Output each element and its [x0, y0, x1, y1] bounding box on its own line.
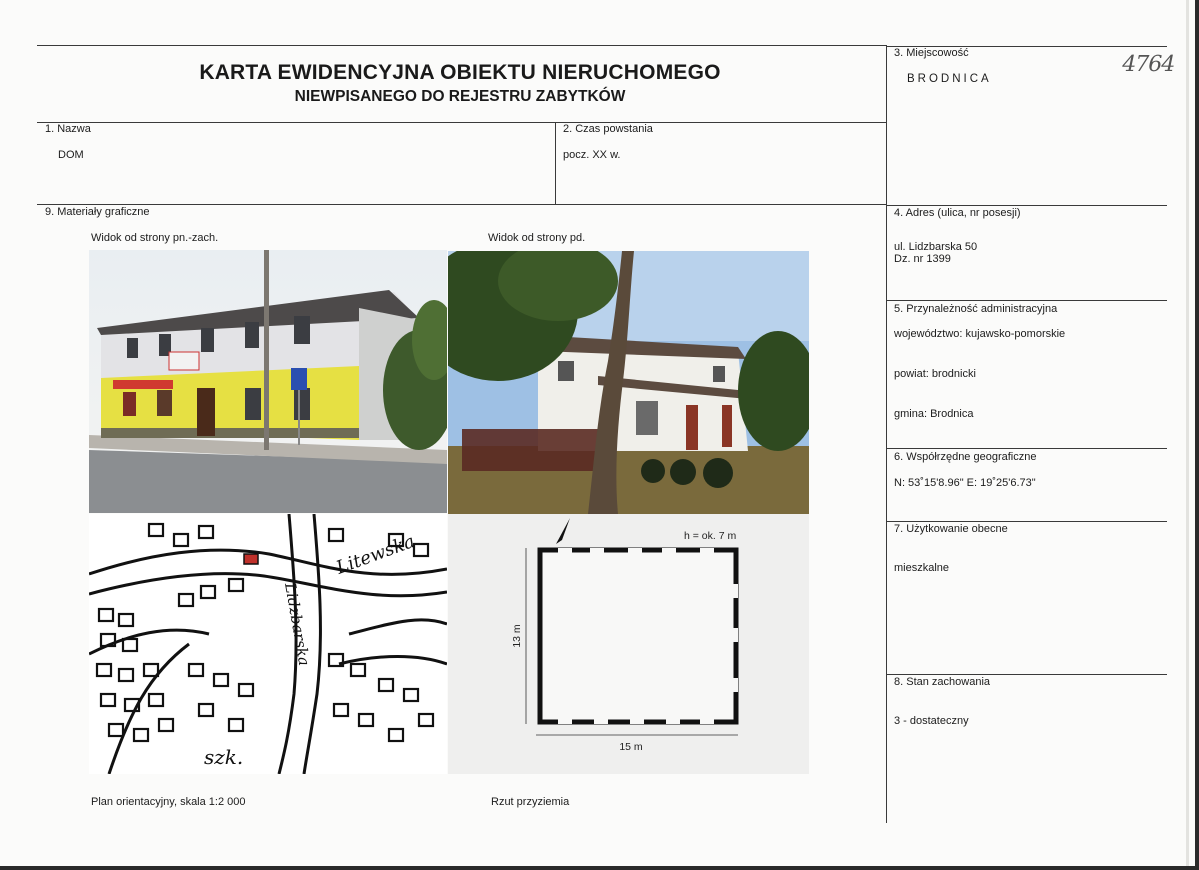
house-photo-2 [448, 251, 809, 514]
rule-above-address [886, 205, 1167, 206]
photo2-caption: Widok od strony pd. [488, 232, 586, 244]
rule-above-graphics [37, 204, 886, 205]
rule-top [37, 45, 886, 46]
period-label: 2. Czas powstania [563, 123, 653, 135]
address-label: 4. Adres (ulica, nr posesji) [894, 207, 1021, 219]
plan-caption: Rzut przyziemia [491, 796, 570, 808]
rule-name-period [555, 122, 556, 204]
address-street: ul. Lidzbarska 50 [894, 241, 978, 253]
inventory-number: 4764 [1119, 52, 1177, 77]
graphics-label: 9. Materiały graficzne [45, 206, 150, 218]
plan-height-note: h = ok. 7 m [684, 530, 737, 542]
admin-county: powiat: brodnicki [894, 368, 976, 380]
name-label: 1. Nazwa [45, 123, 91, 135]
scan-edge [1186, 0, 1189, 866]
use-label: 7. Użytkowanie obecne [894, 523, 1008, 535]
rule-below-title [37, 122, 886, 123]
condition-value: 3 - dostateczny [894, 715, 969, 727]
map-caption: Plan orientacyjny, skala 1:2 000 [91, 796, 246, 808]
rule-above-admin [886, 300, 1167, 301]
map-street-litewska: Litewska [333, 530, 418, 579]
map-school-label: szk. [204, 745, 244, 769]
map-street-lidzbarska: Lidzbarska [281, 581, 314, 668]
photo-northwest-view [89, 250, 447, 513]
orientation-map [89, 514, 447, 774]
plan-drawing [448, 514, 809, 774]
document-subtitle: NIEWPISANEGO DO REJESTRU ZABYTKÓW [294, 88, 626, 105]
address-parcel: Dz. nr 1399 [894, 253, 951, 265]
rule-right-column [886, 45, 887, 823]
rule-above-use [886, 521, 1167, 522]
use-value: mieszkalne [894, 562, 950, 574]
rule-above-condition [886, 674, 1167, 675]
house-photo-1 [89, 250, 447, 513]
admin-voivodeship: województwo: kujawsko-pomorskie [894, 328, 1066, 340]
locality-label: 3. Miejscowość [894, 47, 969, 59]
condition-label: 8. Stan zachowania [894, 676, 991, 688]
rule-above-coords [886, 448, 1167, 449]
map-drawing [89, 514, 447, 774]
admin-commune: gmina: Brodnica [894, 408, 974, 420]
photo1-caption: Widok od strony pn.-zach. [91, 232, 219, 244]
locality-value: BRODNICA [907, 73, 992, 85]
plan-width-dimension: 15 m [619, 741, 643, 753]
name-value: DOM [58, 149, 84, 161]
coords-label: 6. Współrzędne geograficzne [894, 451, 1037, 463]
document-title: KARTA EWIDENCYJNA OBIEKTU NIERUCHOMEGO [199, 61, 721, 84]
photo-south-view [448, 251, 809, 514]
plan-depth-dimension: 13 m [511, 624, 523, 648]
period-value: pocz. XX w. [563, 149, 621, 161]
coords-value: N: 53˚15'8.96" E: 19˚25'6.73" [894, 477, 1036, 489]
admin-label: 5. Przynależność administracyjna [894, 303, 1058, 315]
floor-plan [448, 514, 809, 774]
north-arrow-icon [556, 518, 570, 544]
